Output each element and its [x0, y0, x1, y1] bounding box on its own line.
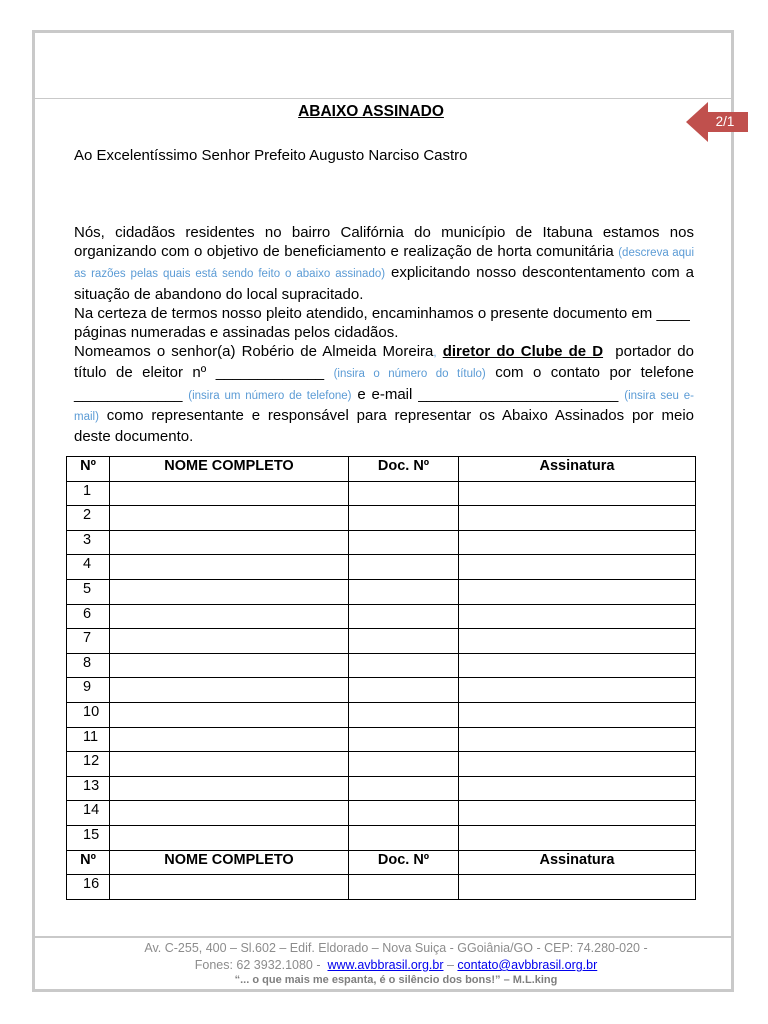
doc-cell[interactable]: [349, 678, 459, 703]
signature-cell[interactable]: [459, 481, 696, 506]
signature-cell[interactable]: [459, 702, 696, 727]
email-link[interactable]: contato@avbbrasil.org.br: [457, 958, 598, 972]
doc-cell[interactable]: [349, 530, 459, 555]
table-row: [67, 727, 696, 752]
paragraph-purpose: [74, 223, 694, 304]
name-cell[interactable]: [110, 653, 349, 678]
name-cell[interactable]: [110, 801, 349, 826]
name-cell[interactable]: [110, 530, 349, 555]
doc-cell[interactable]: [349, 629, 459, 654]
row-number: 8: [67, 653, 110, 678]
page-indicator-label: 2/1: [715, 114, 735, 129]
table-row: [67, 506, 696, 531]
footer-quote: “... o que mais me espanta, é o silêncio dos bons!” – M.L.king: [234, 974, 558, 986]
footer-address: Av. C-255, 400 – Sl.602 – Edif. Eldorado – Nova Suiça - GGoiânia/GO - CEP: 74.280-020 -: [144, 941, 648, 955]
salutation: Ao Excelentíssimo Senhor Prefeito Augusto Narciso Castro: [74, 147, 468, 164]
signature-cell[interactable]: [459, 604, 696, 629]
table-row: [67, 702, 696, 727]
table-row: [67, 579, 696, 604]
signature-cell[interactable]: [459, 801, 696, 826]
representative-comma: ,: [433, 347, 437, 360]
footer-contact: [0, 958, 768, 972]
doc-cell[interactable]: [349, 579, 459, 604]
table-row: [67, 604, 696, 629]
doc-cell[interactable]: [349, 702, 459, 727]
doc-cell[interactable]: [349, 506, 459, 531]
pages-blank: ____: [656, 304, 690, 322]
email-text: e e-mail: [357, 385, 413, 403]
table-header-row-repeat: [67, 850, 696, 875]
pages-text: Na certeza de termos nosso pleito atendido, encaminhamos o presente documento em: [74, 304, 653, 322]
row-number: 4: [67, 555, 110, 580]
footer-divider: [35, 936, 732, 938]
row-number: 5: [67, 579, 110, 604]
doc-cell[interactable]: [349, 653, 459, 678]
table-header-row: [67, 457, 696, 482]
doc-cell[interactable]: [349, 875, 459, 900]
voter-text: portador do título de eleitor nº: [74, 343, 694, 382]
doc-cell[interactable]: [349, 801, 459, 826]
email-hint: (insira seu e-mail): [74, 389, 695, 423]
purpose-text: Nós, cidadãos residentes no bairro Califórnia do município de Itabuna estamos nos organizando com o objetivo de beneficiamento e realização de horta comunitária: [74, 224, 694, 261]
header-number: Nº: [67, 457, 110, 482]
name-cell[interactable]: [110, 702, 349, 727]
voter-blank: _____________: [215, 364, 325, 382]
table-body: [67, 481, 696, 899]
doc-cell[interactable]: [349, 555, 459, 580]
doc-cell[interactable]: [349, 825, 459, 850]
table-row: [67, 875, 696, 900]
table-row: [67, 530, 696, 555]
representative-text: Nomeamos o senhor(a) Robério de Almeida Moreira: [74, 343, 434, 361]
signature-cell[interactable]: [459, 776, 696, 801]
row-number: 16: [67, 875, 110, 900]
phone-text: com o contato por telefone: [495, 364, 694, 382]
body-text: [74, 223, 694, 446]
purpose-hint: (descreva aqui as razões pelas quais está sendo feito o abaixo assinado): [74, 247, 694, 281]
director-role: diretor do Clube de D: [442, 343, 604, 361]
table-row: [67, 481, 696, 506]
doc-cell[interactable]: [349, 752, 459, 777]
name-cell[interactable]: [110, 875, 349, 900]
paragraph-pages: [74, 304, 694, 342]
table-row: [67, 555, 696, 580]
header-number: Nº: [67, 850, 110, 875]
signature-cell[interactable]: [459, 579, 696, 604]
purpose-text-cont: explicitando nosso descontentamento com a situação de abandono do local supracitado.: [74, 264, 695, 303]
signature-cell[interactable]: [459, 506, 696, 531]
name-cell[interactable]: [110, 604, 349, 629]
signature-table-wrap: [66, 456, 695, 900]
row-number: 2: [67, 506, 110, 531]
header-doc-number: Doc. Nº: [349, 850, 459, 875]
row-number: 10: [67, 702, 110, 727]
page-indicator-tag: [686, 102, 748, 142]
name-cell[interactable]: [110, 481, 349, 506]
signature-cell[interactable]: [459, 825, 696, 850]
row-number: 15: [67, 825, 110, 850]
signature-cell[interactable]: [459, 752, 696, 777]
phone-hint: (insira um número de telefone): [188, 389, 352, 402]
name-cell[interactable]: [110, 629, 349, 654]
row-number: 13: [67, 776, 110, 801]
closing-text: como representante e responsável para representar os Abaixo Assinados por meio deste documento.: [74, 406, 694, 446]
signature-cell[interactable]: [459, 727, 696, 752]
header-signature: Assinatura: [459, 850, 696, 875]
table-row: [67, 801, 696, 826]
name-cell[interactable]: [110, 555, 349, 580]
table-row: [67, 678, 696, 703]
table-row: [67, 776, 696, 801]
header-full-name: NOME COMPLETO: [110, 457, 349, 482]
pages-text-cont: páginas numeradas e assinadas pelos cidadãos.: [74, 324, 399, 342]
row-number: 11: [67, 727, 110, 752]
doc-cell[interactable]: [349, 481, 459, 506]
footer-dash: –: [446, 958, 454, 972]
header-divider: [35, 98, 732, 99]
name-cell[interactable]: [110, 776, 349, 801]
doc-cell[interactable]: [349, 727, 459, 752]
phone-blank: _____________: [74, 385, 183, 403]
table-row: [67, 825, 696, 850]
row-number: 12: [67, 752, 110, 777]
signature-cell[interactable]: [459, 653, 696, 678]
name-cell[interactable]: [110, 727, 349, 752]
website-link[interactable]: www.avbbrasil.org.br: [327, 958, 444, 972]
signature-cell[interactable]: [459, 629, 696, 654]
header-doc-number: Doc. Nº: [349, 457, 459, 482]
row-number: 3: [67, 530, 110, 555]
header-signature: Assinatura: [459, 457, 696, 482]
row-number: 1: [67, 481, 110, 506]
voter-hint: (insira o número do título): [333, 368, 486, 381]
name-cell[interactable]: [110, 752, 349, 777]
name-cell[interactable]: [110, 678, 349, 703]
row-number: 7: [67, 629, 110, 654]
table-row: [67, 653, 696, 678]
name-cell[interactable]: [110, 825, 349, 850]
signature-table: [66, 456, 696, 900]
signature-cell[interactable]: [459, 875, 696, 900]
signature-cell[interactable]: [459, 530, 696, 555]
header-full-name: NOME COMPLETO: [110, 850, 349, 875]
name-cell[interactable]: [110, 506, 349, 531]
doc-cell[interactable]: [349, 604, 459, 629]
email-blank: ________________________: [418, 385, 619, 403]
paragraph-representative: [74, 342, 694, 446]
row-number: 14: [67, 801, 110, 826]
table-row: [67, 752, 696, 777]
document-title: ABAIXO ASSINADO: [298, 103, 444, 120]
footer-phones: Fones: 62 3932.1080 -: [194, 958, 321, 972]
name-cell[interactable]: [110, 579, 349, 604]
signature-cell[interactable]: [459, 555, 696, 580]
doc-cell[interactable]: [349, 776, 459, 801]
row-number: 6: [67, 604, 110, 629]
table-row: [67, 629, 696, 654]
row-number: 9: [67, 678, 110, 703]
signature-cell[interactable]: [459, 678, 696, 703]
